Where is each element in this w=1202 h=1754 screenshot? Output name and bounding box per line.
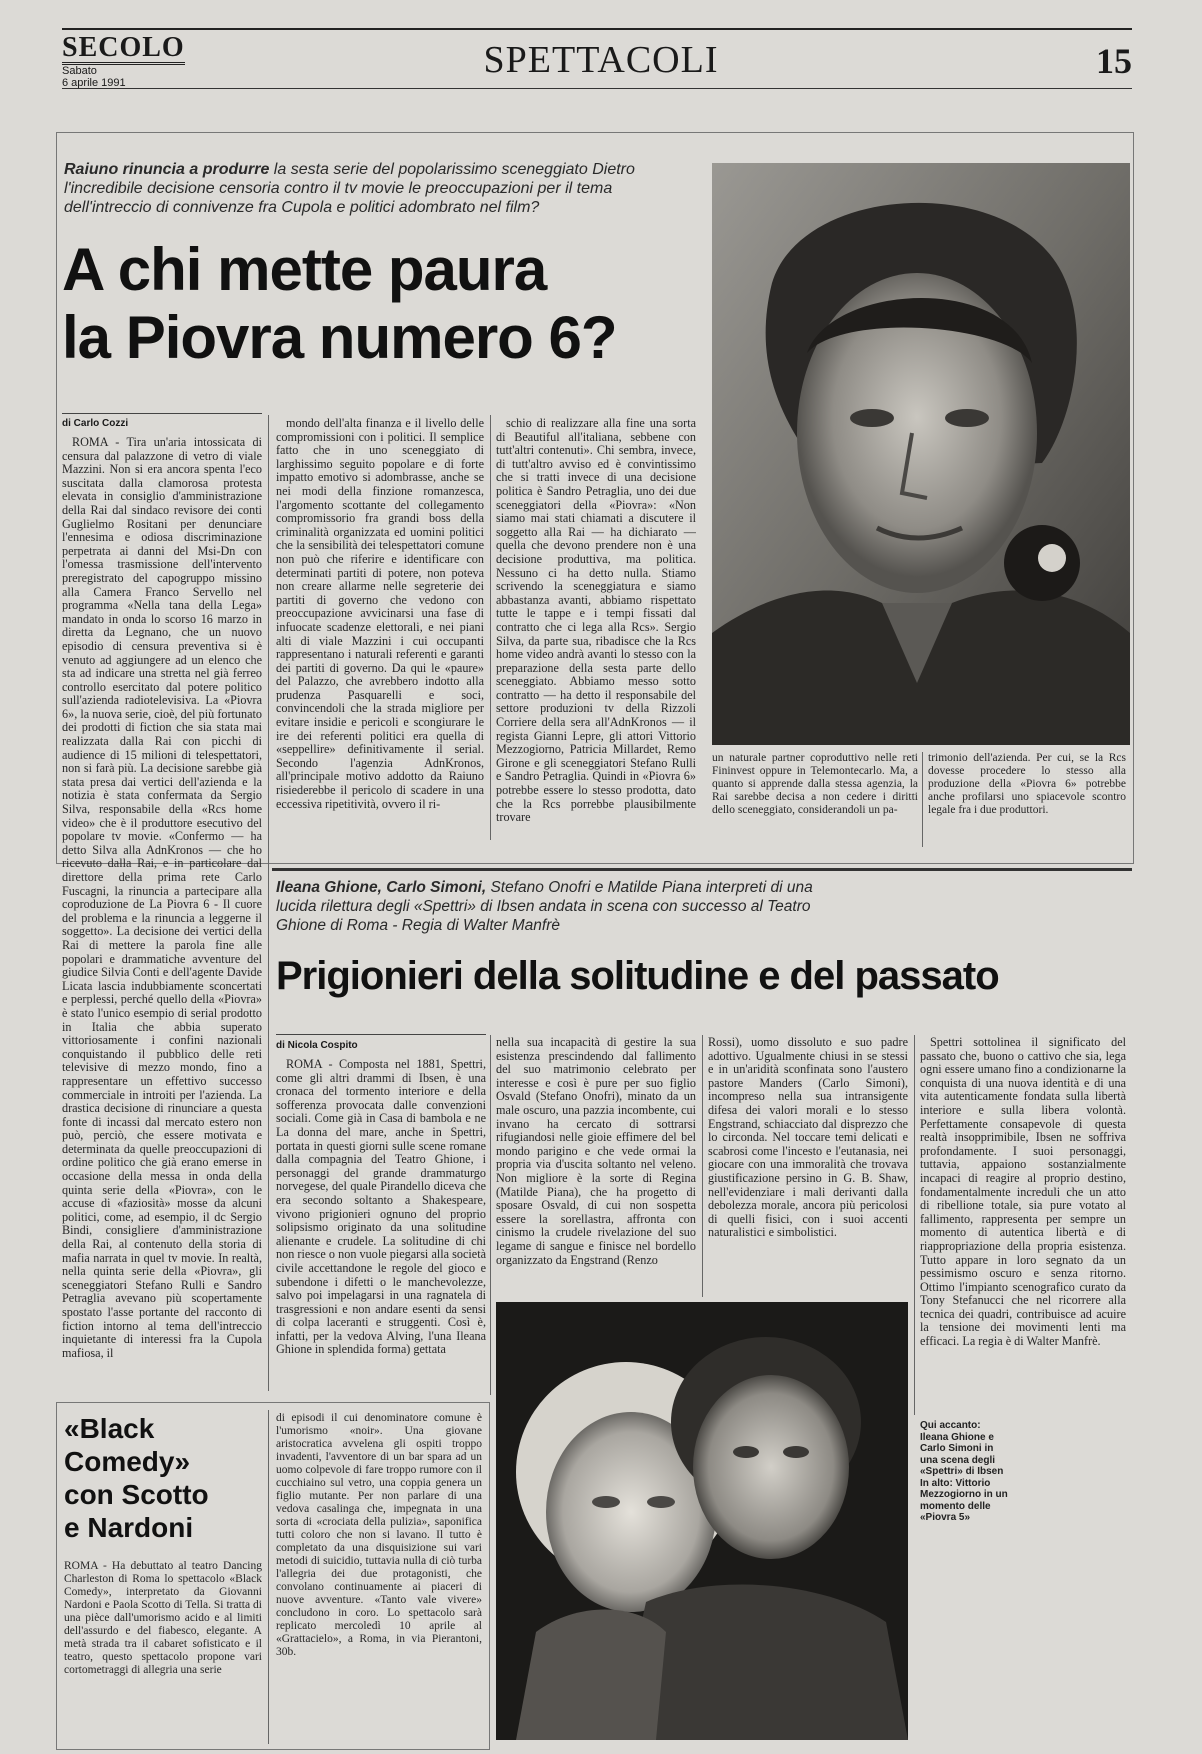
column-divider: [268, 415, 269, 1391]
article1-byline-rule: [62, 413, 262, 414]
article2-col3-text: Rossi), uomo dissoluto e suo padre adottivo. Ugualmente chiusi in se stessi e in un'aridità sconfinata sono l'austero pastore Manders (Carlo Simoni), incompreso nella sua intransigente difesa dei valori morali e lo stesso Engstrand, schiacciato dal disprezzo che lo circonda. Nel toccare temi delicati e scabrosi come l'incesto e l'eutanasia, nei giocare con una immoralità che trovava giustificazione persino in G. B. Shaw, nell'evidenziare i mali derivanti dalla debolezza morale, ancora più pericolosi di quelli fisici, con i suoi accenti naturalistici e simbolistici.: [708, 1036, 908, 1240]
article1-headline-line1: A chi mette paura: [62, 236, 547, 303]
article1-headline-line2: la Piovra numero 6?: [62, 304, 617, 371]
article1-column-4: [712, 752, 918, 852]
article2-col1-text: ROMA - Composta nel 1881, Spettri, come gli altri drammi di Ibsen, è una cronaca del tormento interiore e della sofferenza provocata dalle convenzioni sociali. Come già in Casa di bambola e ne La donna del mare, anche in Spettri, portata in questi giorni sulle scene romane dalla compagnia del Teatro Ghione, i personaggi del grande drammaturgo norvegese, del quale Pirandello diceva che era secondo soltanto a Shakespeare, vivono prigionieri ognuno del proprio solipsismo originato da una solitudine alienante e crudele. La solitudine di chi non riesce o non vuole piegarsi alla società civile accettandone le regole del gioco e subendone i difetti o le manchevolezze, salvo poi impelagarsi in una ragnatela di trasgressioni e non andare esenti da sensi di colpa laceranti e struggenti. Così è, infatti, per la vedova Alving, l'una Ileana Ghione in splendida forma) gettata: [276, 1058, 486, 1357]
article2-byline: di Nicola Cospito: [276, 1040, 358, 1051]
photo-ghione-simoni: [496, 1302, 908, 1740]
article1-column-2: [276, 417, 484, 837]
column-divider: [922, 752, 923, 847]
article1-col5-text: trimonio dell'azienda. Per cui, se la Rcs dovesse procedere lo stesso alla produzione della «Piovra 6» potrebbe anche profilarsi uno spiacevole scontro legale fra i due produttori.: [928, 752, 1126, 816]
article3-col2-text: di episodi il cui denominatore comune è l'umorismo «noir». Una giovane aristocratica avvelena gli ospiti troppo invadenti, l'avventore di un bar spara ad un uomo colpevole di fare troppo rumore con il cucchiaino sul vetro, una coppia genera un figlio mutante. Per non parlare di una vedova casalinga che, impegnata in una sorta di «crociata della pulizia», saponifica tutti coloro che non si lavano. Il tutto è completato da una disquisizione sui vari metodi di suicidio, tuttavia nulla di ciò turba l'allegria dei due protagonisti, che convolano continuamente ai piaceri di nuove avventure. «Tanto vale vivere» concludono in coro. Lo spettacolo sarà replicato mercoledì 10 aprile al «Grattacielo», a Roma, in via Pierantoni, 30b.: [276, 1412, 482, 1658]
article1-col2-text: mondo dell'alta finanza e il livello delle compromissioni con i politici. Il semplice fatto che in uno sceneggiato di larghissimo seguito popolare e di forte impatto emotivo si adombrasse, anche se nei modi della finzione romanzesca, l'argomento scottante del collegamento compromissorio fra grandi boss della criminalità organizzata ed uomini politici che la sensibilità dei telespettatori comune non può che riferire e identificare con determinati partiti di potere, non poteva non creare allarme nelle segreterie dei partiti di governo che vedono con preoccupazione avvicinarsi una fase di infuocate scadenze elettorali, e nei piani alti di viale Mazzini i cui occupanti rappresentano i naturali referenti e garanti dei partiti di governo. Da qui le «paure» del Palazzo, che avrebbero indotto alla prudenza Pasquarelli e soci, convincendoli che la strada migliore per evitare insidie e pericoli e scongiurare le ire dei referenti politici era quella di «seppellire» definitivamente il serial. Secondo l'agenzia AdnKronos, all'principale motivo addotto da Raiuno risiederebbe il pericolo di scadere in una eccessiva ripetitività, ovvero il ri-: [276, 417, 484, 811]
issue-date: 6 aprile 1991: [62, 77, 126, 89]
article1-column-5: [928, 752, 1126, 852]
article1-byline: di Carlo Cozzi: [62, 418, 129, 429]
article2-headline: Prigionieri della solitudine e del passato: [276, 954, 999, 998]
column-divider: [490, 1035, 491, 1395]
page-number: 15: [1096, 41, 1132, 81]
article2-kicker: [276, 878, 856, 935]
newspaper-brand: SECOLO: [62, 32, 185, 63]
article1-col1-text: ROMA - Tira un'aria intossicata di censura dal palazzone di vetro di viale Mazzini. Non si era ancora spenta l'eco suscitata dalla clamorosa protesta elevata in consiglio d'amministrazione della Rai dal sindaco revisore dei conti Guglielmo Rositani per denunciare l'ennesima e odiosa discriminazione perpetrata ai danni del Msi-Dn con l'omessa trasmissione dell'intervento preregistrato del capogruppo missino alla Camera Franco Servello nel programma «Nella tana della Lega» mandato in onda lo scorso 16 marzo in diretta da Legnano, che un nuovo episodio di censura preventiva si è venuto ad aggiungere ad un elenco che sta ad indicare una stretta nel già ferreo controllo esercitato dal potere politico sull'azienda radiotelevisiva. La «Piovra 6», la nuova serie, cioè, del più fortunato dei prodotti di fiction che sia stata mai realizzata dalla Rai con picchi di audience di 15 milioni di telespettatori, non si farà più. La decisione sarebbe già stata presa dai vertici dell'azienda e la notizia è stata confermata da Sergio Silva, responsabile della «Rcs home video» che è il produttore esecutivo del popolare tv movie. «Confermo — ha detto Silva alla AdnKronos — che ho ricevuto dalla Rai, e in particolare dal direttore della prima rete Carlo Fuscagni, la rinuncia a partecipare alla coproduzione de La Piovra 6 - Il cuore del problema e la rinuncia a leggerne il soggetto». La decisione dei vertici della Rai di mettere la parola fine alle popolari e drammatiche avventure del giudice Silvia Conti e dell'agente Davide Licata lascia indubbiamente sconcertati e perplessi, perché quello della «Piovra» è stato l'unico esempio di serial prodotto in Italia che abbia superato vittoriosamente i confini nazionali conquistando il pubblico delle reti televisive di mezzo mondo, fino a rappresentare un effettivo successo commerciale in introiti per l'azienda. La drastica decisione di rinunciare a questa fonte di incassi dal mercato estero non può, perciò, che essere motivata e determinata da quelle preoccupazioni di ordine politico che già erano emerse in occasione della messa in onda della quinta serie della «Piovra», con le accuse di «faziosità» mosse da alcuni politici, come, ad esempio, il dc Sergio Bindi, consigliere d'amministrazione della Rai, al contenuto della storia di mafia narrata in quel tv movie. In realtà, nella quinta serie della «Piovra», gli sceneggiatori Stefano Rulli e Sandro Petraglia avevano più scopertamente spostato l'asse portante del racconto di fiction intorno al tema dell'intreccio inquietante di interessi fra la Cupola mafiosa, il: [62, 436, 262, 1360]
column-divider: [490, 415, 491, 840]
article3-title: [64, 1412, 254, 1544]
article3-title-line1: «Black: [64, 1413, 155, 1444]
column-divider: [914, 1035, 915, 1415]
article1-kicker-bold: Raiuno rinuncia a produrre: [64, 161, 270, 178]
article1-col4-text: un naturale partner coproduttivo nelle reti Fininvest oppure in Telemontecarlo. Ma, a quanto si apprende dalla stessa agenzia, la Rai sarebbe decisa a non cedere i diritti dello sceneggiato, considerandoli un pa-: [712, 752, 918, 816]
article3-title-line2: Comedy»: [64, 1446, 191, 1477]
article3-title-line3: con Scotto: [64, 1479, 209, 1510]
masthead-top-rule: [62, 28, 1132, 30]
portrait-photo-graphic: [712, 163, 1130, 745]
article2-column-1: [276, 1058, 486, 1392]
article2-kicker-bold: Ileana Ghione, Carlo Simoni,: [276, 879, 487, 896]
section-title: SPETTACOLI: [483, 39, 719, 81]
article3-column-2: [276, 1412, 482, 1742]
article3-title-line4: e Nardoni: [64, 1512, 194, 1543]
article1-kicker: [64, 160, 694, 217]
article3-column-1: [64, 1560, 262, 1742]
stage-photo-graphic: [496, 1302, 908, 1740]
article1-kicker-text: la sesta serie del popolarissimo sceneggiato Dietro l'incredibile decisione censoria contro il tv movie le preoccupazioni per il tema dell'intreccio di connivenze fra Cupola e politici adombrato nel film?: [64, 161, 635, 216]
issue-day: Sabato: [62, 65, 97, 77]
masthead-bottom-rule: [62, 88, 1132, 89]
article2-column-3: [708, 1036, 908, 1302]
photo-vittorio-mezzogiorno: [712, 163, 1130, 745]
column-divider: [268, 1410, 269, 1744]
article2-column-2: [496, 1036, 696, 1302]
article1-column-1: [62, 436, 262, 1388]
article2-col2-text: nella sua incapacità di gestire la sua esistenza prescindendo dal fallimento del suo matrimonio celebrato per interesse e così è pure per suo figlio Osvald (Stefano Onofri), minato da un male oscuro, una pazzia incombente, cui invano ha cercato di sottrarsi rifugiandosi nelle gioie effimere del bel mondo parigino e che vede ormai la propria via d'uscita soltanto nel veleno. Non migliore è la sorte di Regina (Matilde Piana), che ha progetto di sposare Osvald, di cui non sospetta essere la sorellastra, affronta con cinismo la crudele rivelazione del suo legame di sangue e finisce nel bordello organizzato da Engstrand (Renzo: [496, 1036, 696, 1267]
article2-col4-text: Spettri sottolinea il significato del passato che, buono o cattivo che sia, lega ogni essere umano fino a condizionarne la conquista di una nuova identità e di una vita autenticamente fondata sulla libertà interiore e sulla libera volontà. Perfettamente consapevole di questa realtà insopprimibile, Ibsen ne soffriva profondamente. I suoi personaggi, tuttavia, appaiono sostanzialmente incapaci di reagire al proprio destino, fondamentalmente increduli che un atto di ribellione totale, sia pure votato al fallimento, rappresenta per sempre un momento di autentica libertà e di riappropriazione della propria esistenza. Tutto appare in loro segnato da un pessimismo oscuro e senza ritorno. Ottimo l'impianto scenografico curato da Tony Stefanucci che nel ricorrere alla tecnica dei quadri, contribuisce ad acuire la tensione dei movimenti lenti ma efficaci. La regia è di Walter Manfrè.: [920, 1036, 1126, 1349]
photo-caption: Qui accanto: Ileana Ghione e Carlo Simoni in una scena degli «Spettri» di Ibsen In alto: Vittorio Mezzogiorno in un momento delle «Piovra 5»: [920, 1420, 1008, 1523]
article2-byline-rule: [276, 1034, 486, 1035]
article1-headline: [62, 236, 702, 372]
column-divider: [702, 1035, 703, 1297]
article1-col3-text: schio di realizzare alla fine una sorta di Beautiful all'italiana, sebbene con tutt'altri contenuti». Chi sembra, invece, di tutt'altro avviso ed è convintissimo che si tratti invece di una decisione politica è Sandro Petraglia, uno dei due sceneggiatori della «Piovra»: «Non siamo mai stati chiamati a discutere il soggetto alla Rai — ha dichiarato — quella che devono prendere non è una decisione produttiva, ma politica. Nessuno ci ha detto nulla. Stiamo scrivendo la sceneggiatura e siamo abbastanza avanti, abbiamo rispettato tutte le tappe e i tempi fissati dal contratto che ci lega alla Rcs». Sergio Silva, da parte sua, ribadisce che la Rcs home video andrà avanti lo stesso con la preparazione della sesta parte dello sceneggiato. Abbiamo messo sotto contratto — ha detto il responsabile del settore produzioni tv della Rizzoli Corriere della sera all'AdnKronos — il regista Gianni Lepre, gli attori Vittorio Mezzogiorno, Patricia Millardet, Remo Girone e gli sceneggiatori Stefano Rulli e Sandro Petraglia. Quindi in «Piovra 6» potrebbe essere lo stesso prodotta, dato che la Rcs porrebbe plausibilmente trovare: [496, 417, 696, 825]
article2-kicker-text: Stefano Onofri e Matilde Piana interpreti di una lucida rilettura degli «Spettri» di Ibsen andata in scena con successo al Teatro Ghione di Roma - Regia di Walter Manfrè: [276, 879, 813, 934]
article1-column-3: [496, 417, 696, 837]
article2-top-rule: [272, 868, 1132, 871]
article2-column-4: [920, 1036, 1126, 1406]
article3-col1-text: ROMA - Ha debuttato al teatro Dancing Charleston di Roma lo spettacolo «Black Comedy», interpretato da Giovanni Nardoni e Paola Scotto di Tella. Si tratta di una pièce dall'umorismo acido e al limiti dell'assurdo e del fiabesco, elegante. A metà strada tra il cabaret sofisticato e il teatro, questo spettacolo propone vari cortometraggi di allegria una serie: [64, 1560, 262, 1676]
